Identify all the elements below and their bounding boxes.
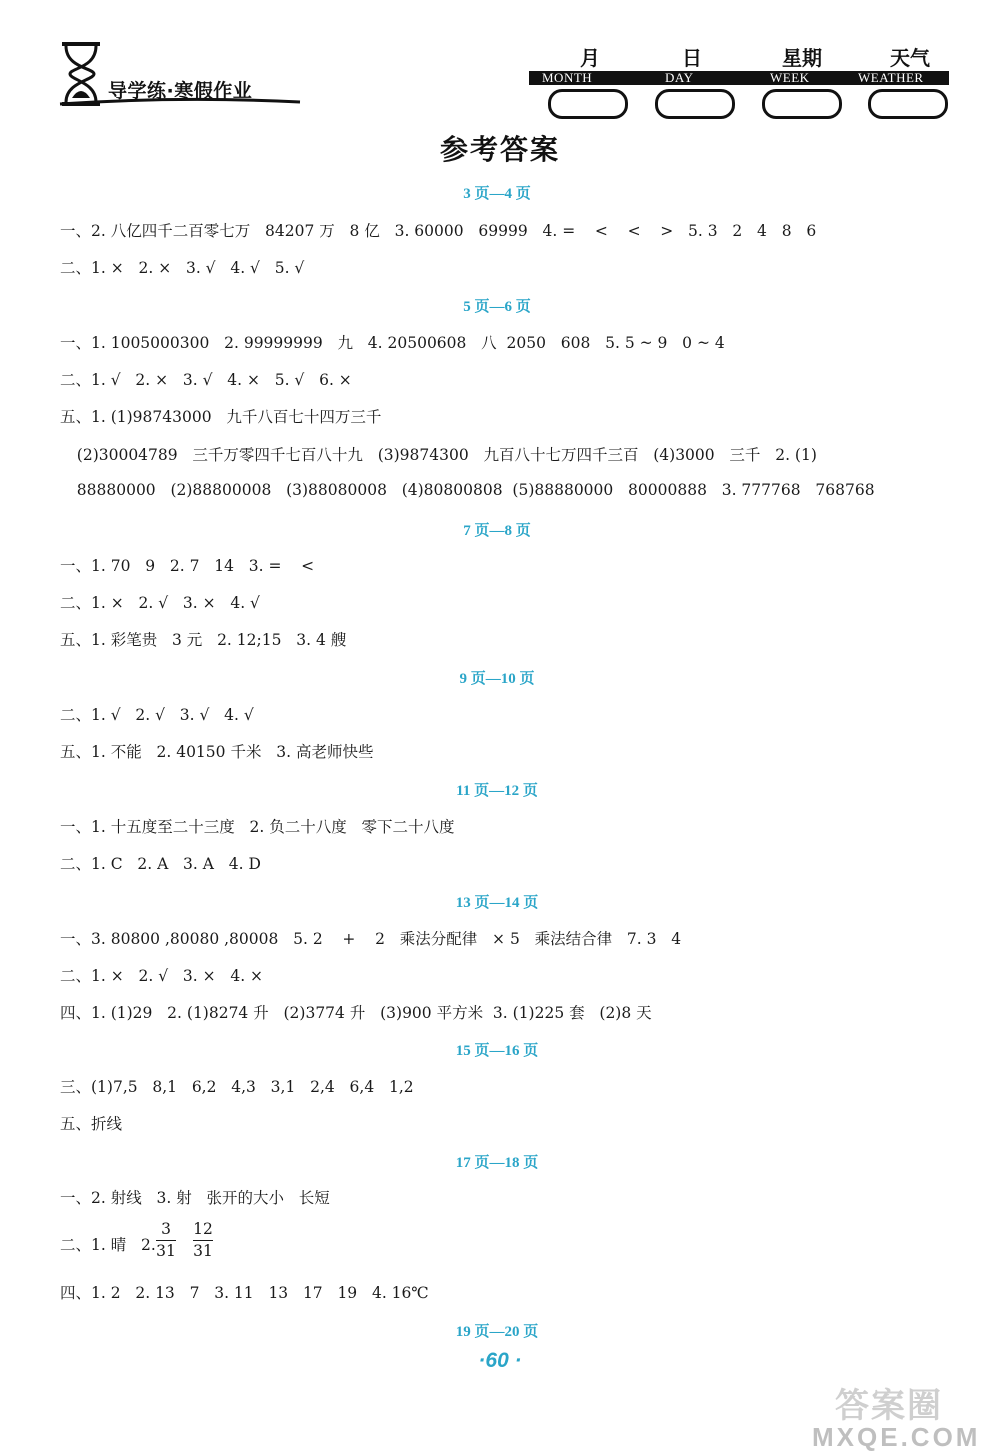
weather-box [868, 89, 948, 119]
section-heading: 11 页—12 页 [456, 783, 538, 799]
watermark-url: MXQE.COM [812, 1422, 981, 1452]
answer-line: 二、1. × 2. √ 3. × 4. × [60, 967, 264, 985]
answer-line: 一、3. 80800 ,80080 ,80008 5. 2 + 2 乘法分配律 × 5 乘法结合律 7. 3 4 [60, 930, 682, 948]
answer-line: 二、1. √ 2. × 3. √ 4. × 5. √ 6. × [60, 371, 352, 389]
fraction-numerator: 3 [161, 1220, 171, 1238]
answer-line: 88880000 (2)88800008 (3)88080008 (4)80800808 (5)88880000 80000888 3. 777768 768768 [62, 481, 875, 499]
month-label: 月 [580, 46, 600, 70]
month-en: MONTH [542, 70, 593, 85]
fraction-numerator: 12 [193, 1220, 213, 1238]
answer-line: 五、折线 [60, 1115, 123, 1133]
month-box [548, 89, 628, 119]
section-heading: 9 页—10 页 [459, 671, 535, 687]
watermark-logo: 答案圈 [835, 1386, 943, 1426]
fraction-bar [156, 1240, 176, 1241]
answer-line: 五、1. 不能 2. 40150 千米 3. 高老师快些 [60, 743, 374, 761]
weather-en: WEATHER [858, 70, 924, 85]
fraction-denominator: 31 [156, 1242, 176, 1260]
answer-line: 一、1. 十五度至二十三度 2. 负二十八度 零下二十八度 [60, 818, 455, 836]
fraction-bar [193, 1240, 213, 1241]
day-box [655, 89, 735, 119]
answer-line: 一、2. 八亿四千二百零七万 84207 万 8 亿 3. 60000 69999 4. = < < > 5. 3 2 4 8 6 [60, 222, 817, 240]
answer-line: 二、1. × 2. × 3. √ 4. √ 5. √ [60, 259, 305, 277]
answer-line: 四、1. 2 2. 13 7 3. 11 13 17 19 4. 16℃ [60, 1284, 429, 1302]
section-heading: 15 页—16 页 [455, 1043, 539, 1059]
brand-title: 导学练·寒假作业 [108, 80, 253, 102]
section-heading: 13 页—14 页 [455, 895, 539, 911]
answer-line: 五、1. 彩笔贵 3 元 2. 12;15 3. 4 艘 [60, 631, 347, 649]
page-title: 参考答案 [439, 133, 560, 166]
section-heading: 7 页—8 页 [463, 523, 531, 539]
weekday-label: 星期 [782, 46, 822, 70]
answer-line: 四、1. (1)29 2. (1)8274 升 (2)3774 升 (3)900 平方米 3. (1)225 套 (2)8 天 [60, 1004, 652, 1022]
fraction-denominator: 31 [193, 1242, 213, 1260]
day-label: 日 [682, 46, 702, 70]
answer-line: 二、1. √ 2. √ 3. √ 4. √ [60, 706, 254, 724]
answer-line: (2)30004789 三千万零四千七百八十九 (3)9874300 九百八十七万四千三百 (4)3000 三千 2. (1) [62, 446, 817, 464]
answer-line: 二、1. C 2. A 3. A 4. D [60, 855, 261, 873]
answer-line: 五、1. (1)98743000 九千八百七十四万三千 [60, 408, 382, 426]
section-heading: 19 页—20 页 [455, 1324, 539, 1340]
answer-line: 三、(1)7,5 8,1 6,2 4,3 3,1 2,4 6,4 1,2 [60, 1078, 414, 1096]
answer-line: 一、1. 70 9 2. 7 14 3. = < [60, 557, 315, 575]
section-heading: 5 页—6 页 [463, 299, 531, 315]
answer-line: 一、2. 射线 3. 射 张开的大小 长短 [60, 1189, 330, 1207]
week-en: WEEK [770, 70, 810, 85]
section-heading: 17 页—18 页 [455, 1155, 539, 1171]
weather-label: 天气 [890, 46, 930, 70]
day-en: DAY [665, 70, 694, 85]
page-number: ·60 · [478, 1349, 522, 1372]
answer-line: 二、1. 晴 2. [60, 1236, 156, 1254]
answer-line: 一、1. 1005000300 2. 99999999 九 4. 20500608 八 2050 608 5. 5 ~ 9 0 ~ 4 [60, 334, 725, 352]
section-heading: 3 页—4 页 [463, 186, 531, 202]
weekday-box [762, 89, 842, 119]
answer-line: 二、1. × 2. √ 3. × 4. √ [60, 594, 260, 612]
